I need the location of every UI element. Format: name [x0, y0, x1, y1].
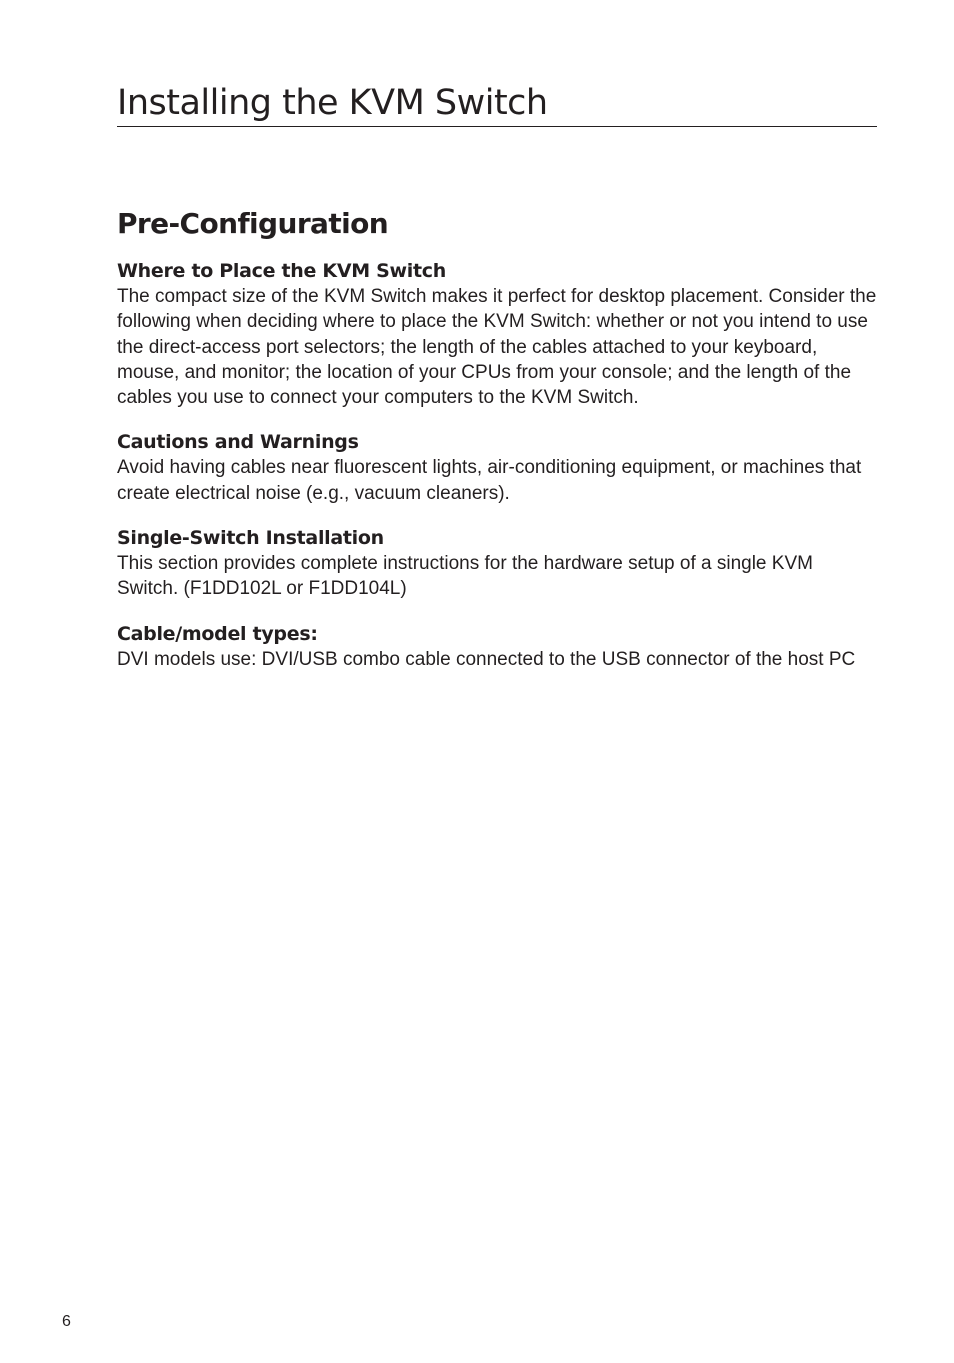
subsection-single-switch — [117, 526, 877, 602]
subsection-cautions — [117, 430, 877, 506]
subsection-heading: Cautions and Warnings — [117, 431, 359, 454]
subsection-heading: Where to Place the KVM Switch — [117, 260, 446, 282]
section-title: Pre-Configuration — [117, 207, 389, 240]
subsection-cable-types — [117, 622, 877, 672]
main-content — [117, 259, 877, 692]
title-divider — [117, 126, 877, 127]
subsection-body: Avoid having cables near fluorescent lights, air-conditioning equipment, or machines that create electrical noise (e.g., vacuum cleaners). — [117, 457, 862, 504]
subsection-body: DVI models use: DVI/USB combo cable connected to the USB connector of the host PC — [117, 648, 856, 670]
subsection-placement — [117, 259, 877, 410]
subsection-body: This section provides complete instructions for the hardware setup of a single KVM Switch. (F1DD102L or F1DD104L) — [117, 553, 813, 600]
subsection-heading: Cable/model types: — [117, 622, 318, 645]
subsection-body: The compact size of the KVM Switch makes it perfect for desktop placement. Consider the following when deciding where to place the KVM Switch: whether or not you intend to use the direct-access port selectors; the length of the cables attached to your keyboard, mouse, and monitor; the location of your CPUs from your console; and the length of the cables you use to connect your computers to the KVM Switch. — [117, 286, 877, 409]
page-number: 6 — [62, 1313, 71, 1330]
chapter-title: Installing the KVM Switch — [117, 83, 548, 123]
subsection-heading: Single-Switch Installation — [117, 527, 384, 550]
